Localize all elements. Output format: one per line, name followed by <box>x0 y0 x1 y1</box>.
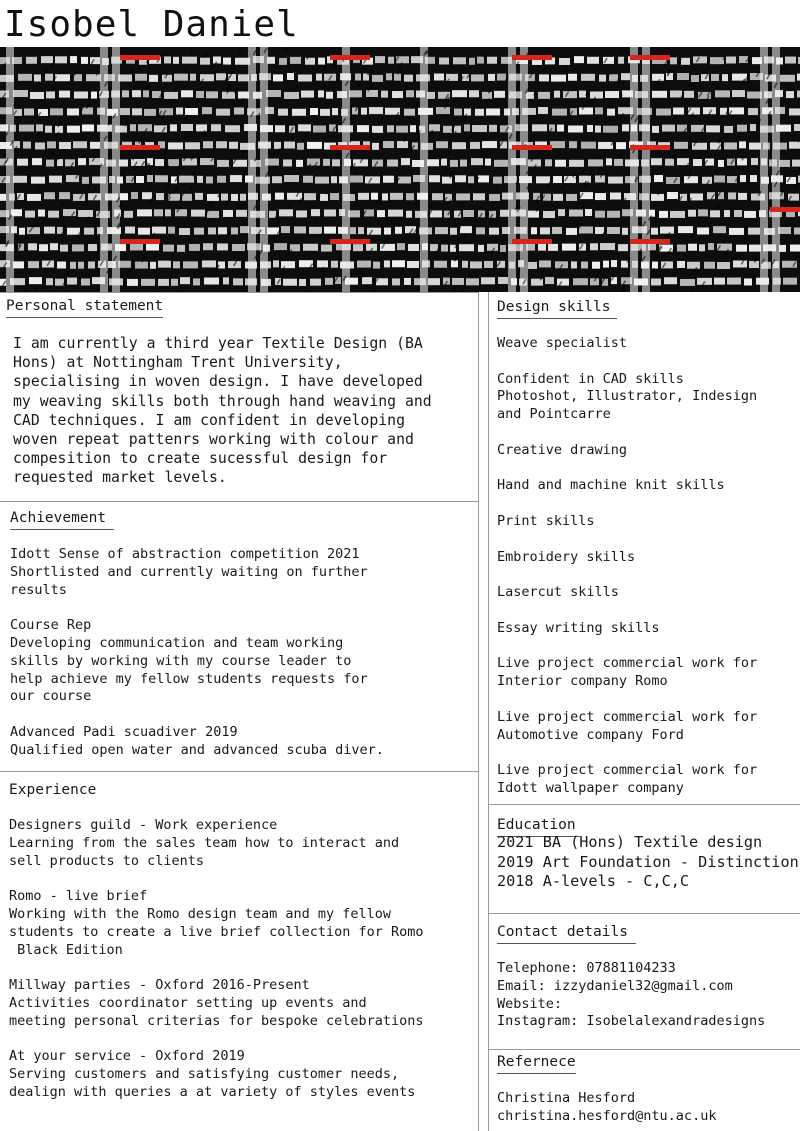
weave-red-stitch <box>512 145 552 150</box>
weave-warp <box>248 47 256 292</box>
experience-item <box>9 888 424 959</box>
text-line: Developing communication and team working <box>10 634 344 651</box>
weave-warp <box>520 47 528 292</box>
experience-heading: Experience <box>9 782 97 798</box>
weave-red-stitch <box>630 145 670 150</box>
skill-item <box>497 762 757 798</box>
personal-statement-heading: Personal statement <box>6 297 163 318</box>
text-line: Course Rep <box>10 617 92 634</box>
text-line: Romo - live brief <box>9 888 148 905</box>
achievement-item <box>10 724 384 760</box>
achievement-item <box>10 617 384 706</box>
text-line: Black Edition <box>9 941 123 958</box>
achievement-item <box>10 546 384 599</box>
text-line: Working with the Romo design team and my fellow <box>9 905 392 922</box>
weave-red-stitch <box>330 145 370 150</box>
weave-warp <box>112 47 120 292</box>
experience-item <box>9 1048 424 1101</box>
weave-red-stitch <box>330 55 370 60</box>
statement-line: my weaving skills both through hand weaving and <box>13 392 432 410</box>
education-heading: Education <box>497 816 580 837</box>
text-line: Idott Sense of abstraction competition 2021 <box>10 546 360 562</box>
text-line: dealign with queries a at variety of styles events <box>9 1083 416 1100</box>
contact-line: Telephone: 07881104233 <box>497 960 676 976</box>
skill-item <box>497 549 757 567</box>
statement-line: woven repeat pattenrs working with colour and <box>13 431 414 449</box>
statement-line: requested market levels. <box>13 469 227 487</box>
text-line: Activities coordinator setting up events and <box>9 994 367 1011</box>
skill-item <box>497 477 757 495</box>
reference-line: christina.hesford@ntu.ac.uk <box>497 1107 717 1124</box>
education-line: 2019 Art Foundation - Distinction <box>497 852 799 871</box>
skill-item <box>497 442 757 460</box>
text-line: meeting personal criterias for bespoke celebrations <box>9 1012 424 1029</box>
contact-list <box>497 960 765 1031</box>
contact-line: Website: <box>497 995 563 1012</box>
achievement-list <box>10 546 384 777</box>
skill-item <box>497 655 757 691</box>
text-line: Live project commercial work for <box>497 708 758 725</box>
text-line: Hand and machine knit skills <box>497 477 725 494</box>
reference-heading: Refernece <box>497 1053 576 1074</box>
text-line: Embroidery skills <box>497 548 636 565</box>
text-line: Shortlisted and currently waiting on further <box>10 563 368 580</box>
skill-item <box>497 709 757 745</box>
reference-line: Christina Hesford <box>497 1090 636 1106</box>
weave-warp <box>508 47 516 292</box>
text-line: students to create a live brief collection for Romo <box>9 923 424 940</box>
reference-list <box>497 1090 716 1126</box>
weave-warp <box>260 47 268 292</box>
divider-statement <box>0 501 478 502</box>
text-line: Interior company Romo <box>497 673 668 690</box>
experience-list <box>9 817 424 1120</box>
weave-red-stitch <box>120 145 160 150</box>
divider-education <box>488 913 800 914</box>
text-line: Live project commercial work for <box>497 655 758 672</box>
skill-item <box>497 371 757 424</box>
weave-red-stitch <box>770 207 800 212</box>
text-line: Print skills <box>497 512 595 529</box>
left-divider-top <box>0 292 478 293</box>
skill-item <box>497 584 757 602</box>
text-line: Confident in CAD skills <box>497 370 684 387</box>
text-line: skills by working with my course leader to <box>10 652 352 669</box>
contact-heading: Contact details <box>497 923 636 944</box>
weave-red-stitch <box>120 239 160 244</box>
weave-warp <box>6 47 14 292</box>
text-line: Weave specialist <box>497 335 628 351</box>
text-line: help achieve my fellow students requests for <box>10 670 368 687</box>
weave-warp <box>760 47 768 292</box>
column-divider-inner <box>488 292 489 1131</box>
personal-statement-text <box>13 334 432 488</box>
text-line: Photoshot, Illustrator, Indesign <box>497 388 758 405</box>
skill-item <box>497 513 757 531</box>
statement-line: Hons) at Nottingham Trent University, <box>13 354 343 372</box>
design-skills-heading: Design skills <box>497 298 617 319</box>
experience-item <box>9 977 424 1030</box>
text-line: Automotive company Ford <box>497 726 684 743</box>
text-line: Idott wallpaper company <box>497 779 684 796</box>
text-line: At your service - Oxford 2019 <box>9 1048 245 1065</box>
contact-line: Instagram: Isobelalexandradesigns <box>497 1013 766 1030</box>
column-divider <box>478 292 479 1131</box>
statement-line: I am currently a third year Textile Design (BA <box>13 335 423 352</box>
weave-red-stitch <box>330 239 370 244</box>
text-line: Creative drawing <box>497 441 628 458</box>
text-line: Millway parties - Oxford 2016-Present <box>9 977 310 994</box>
divider-contact <box>488 1049 800 1050</box>
text-line: Live project commercial work for <box>497 762 758 779</box>
weave-warp <box>420 47 428 292</box>
banner-textile-image <box>0 47 800 292</box>
text-line: our course <box>10 688 92 705</box>
weave-warp <box>630 47 638 292</box>
achievement-heading: Achievement <box>10 509 114 530</box>
education-list <box>497 833 799 892</box>
woven-textile-graphic <box>0 47 800 292</box>
weave-red-stitch <box>630 239 670 244</box>
text-line: Learning from the sales team how to interact and <box>9 834 400 851</box>
weave-red-stitch <box>120 55 160 60</box>
text-line: Designers guild - Work experience <box>9 817 278 833</box>
text-line: Essay writing skills <box>497 619 660 636</box>
weave-red-stitch <box>630 55 670 60</box>
text-line: Serving customers and satisfying customer needs, <box>9 1066 400 1083</box>
statement-line: CAD techniques. I am confident in developing <box>13 411 405 429</box>
statement-line: compesition to create sucessful design for <box>13 450 388 468</box>
weave-warp <box>642 47 650 292</box>
text-line: sell products to clients <box>9 852 205 869</box>
page-title: Isobel Daniel <box>4 4 299 45</box>
education-line: 2021 BA (Hons) Textile design <box>497 833 763 851</box>
text-line: results <box>10 581 67 598</box>
experience-item <box>9 817 424 870</box>
contact-line: Email: izzydaniel32@gmail.com <box>497 977 733 994</box>
skill-item <box>497 335 757 353</box>
education-line: 2018 A-levels - C,C,C <box>497 872 690 891</box>
text-line: Advanced Padi scuadiver 2019 <box>10 723 238 740</box>
text-line: Qualified open water and advanced scuba diver. <box>10 741 384 758</box>
text-line: and Pointcarre <box>497 406 611 423</box>
weave-red-stitch <box>512 55 552 60</box>
text-line: Lasercut skills <box>497 584 619 601</box>
skill-item <box>497 620 757 638</box>
statement-line: specialising in woven design. I have developed <box>13 373 423 391</box>
design-skills-list <box>497 335 757 816</box>
weave-red-stitch <box>512 239 552 244</box>
